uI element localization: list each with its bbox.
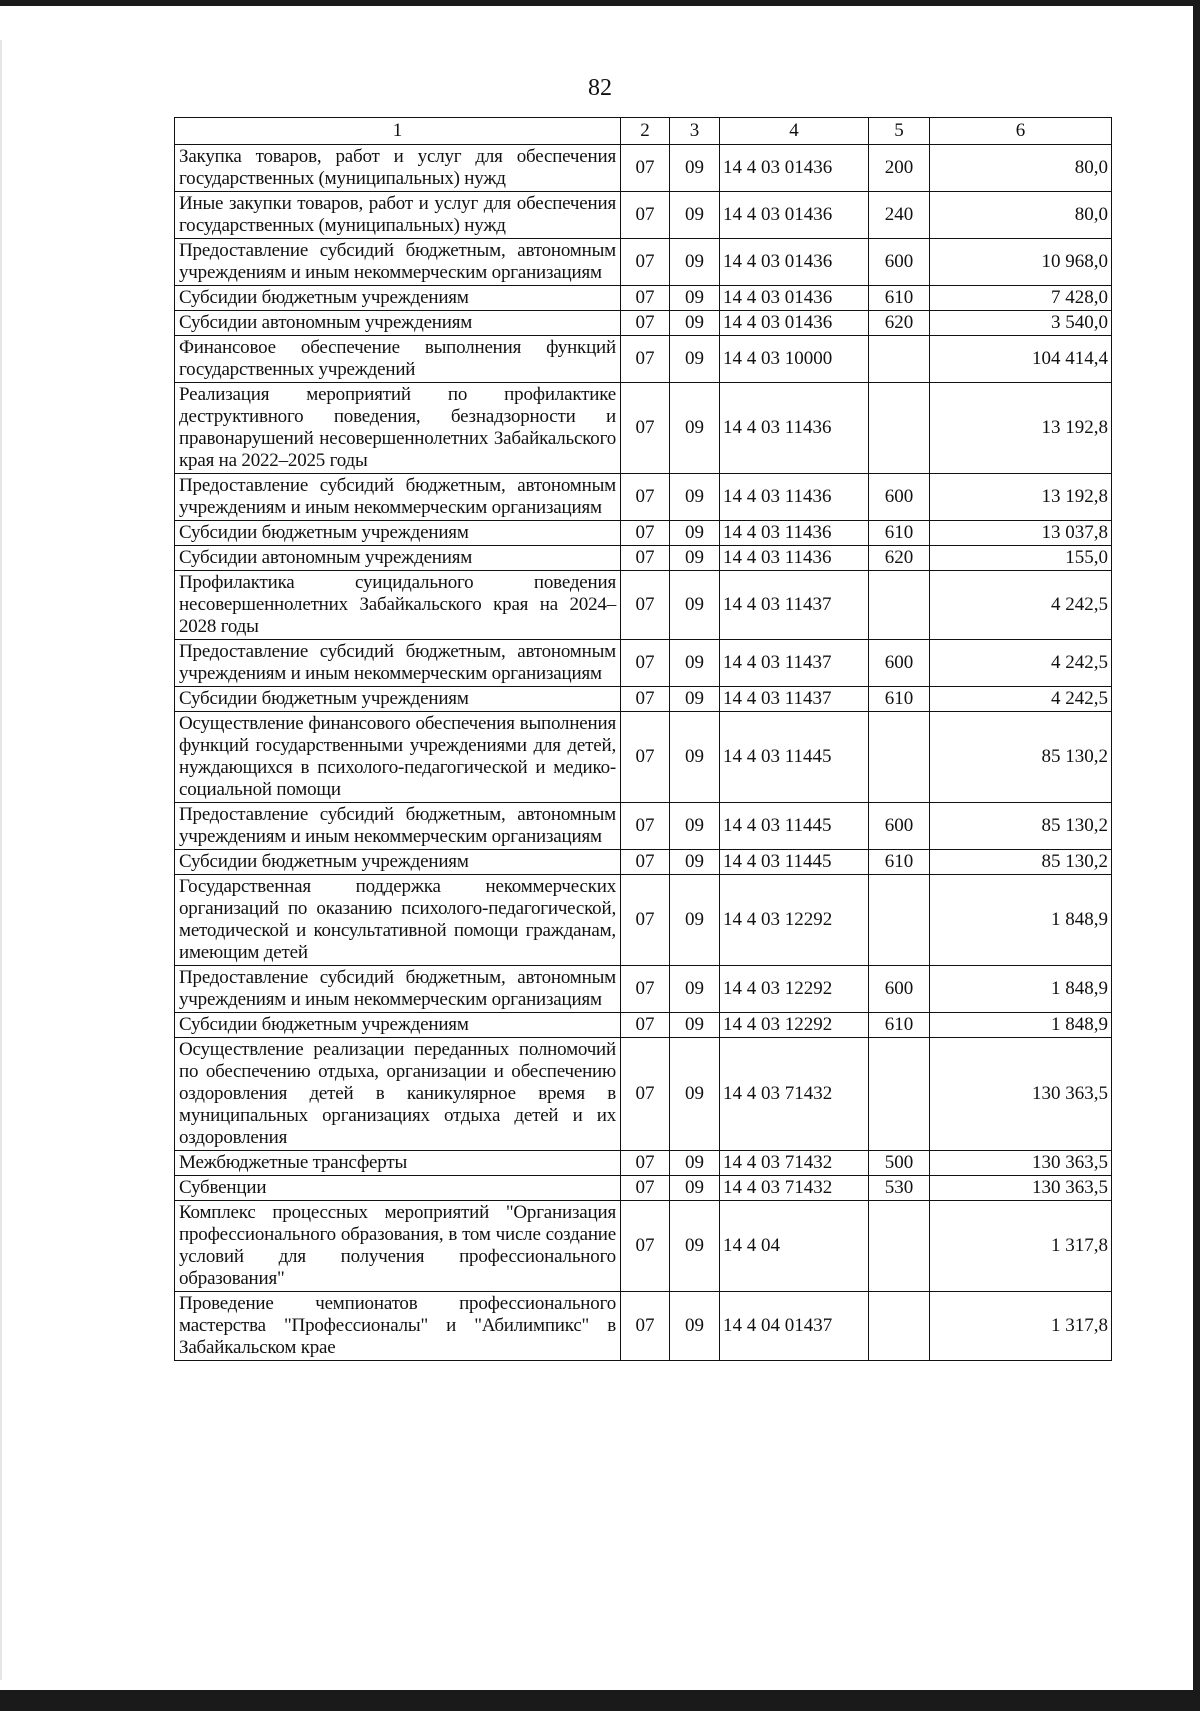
- row-target-code: 14 4 03 11445: [720, 803, 869, 850]
- row-name: Предоставление субсидий бюджетным, автономным учреждениям и иным некоммерческим организациям: [175, 474, 621, 521]
- row-subsection: 09: [670, 1292, 720, 1361]
- row-name: Осуществление реализации переданных полномочий по обеспечению отдыха, организации и обеспечению оздоровления детей в каникулярное время в муниципальных организациях отдыха детей и их оздоровления: [175, 1038, 621, 1151]
- row-expense-type: [869, 1201, 930, 1292]
- row-section: 07: [621, 311, 670, 336]
- row-name: Субсидии автономным учреждениям: [175, 311, 621, 336]
- row-section: 07: [621, 546, 670, 571]
- row-target-code: 14 4 03 11436: [720, 474, 869, 521]
- row-expense-type: 500: [869, 1151, 930, 1176]
- row-section: 07: [621, 687, 670, 712]
- row-amount: 1 317,8: [930, 1292, 1112, 1361]
- table-row: [175, 336, 1112, 383]
- scan-border-left: [0, 40, 2, 1680]
- scan-border-top: [0, 0, 1200, 6]
- row-subsection: 09: [670, 1151, 720, 1176]
- row-expense-type: 600: [869, 966, 930, 1013]
- table-row: [175, 1013, 1112, 1038]
- row-name: Субсидии бюджетным учреждениям: [175, 850, 621, 875]
- row-target-code: 14 4 03 71432: [720, 1038, 869, 1151]
- row-amount: 4 242,5: [930, 640, 1112, 687]
- row-subsection: 09: [670, 1038, 720, 1151]
- table-row: [175, 145, 1112, 192]
- row-section: 07: [621, 336, 670, 383]
- row-subsection: 09: [670, 336, 720, 383]
- row-section: 07: [621, 850, 670, 875]
- row-expense-type: 200: [869, 145, 930, 192]
- row-section: 07: [621, 521, 670, 546]
- table-row: [175, 966, 1112, 1013]
- row-section: 07: [621, 803, 670, 850]
- row-name: Субсидии бюджетным учреждениям: [175, 521, 621, 546]
- row-subsection: 09: [670, 640, 720, 687]
- row-name: Субсидии автономным учреждениям: [175, 546, 621, 571]
- row-name: Субвенции: [175, 1176, 621, 1201]
- row-target-code: 14 4 03 11445: [720, 850, 869, 875]
- row-expense-type: [869, 383, 930, 474]
- row-amount: 85 130,2: [930, 712, 1112, 803]
- row-amount: 4 242,5: [930, 571, 1112, 640]
- row-name: Реализация мероприятий по профилактике деструктивного поведения, безнадзорности и правонарушений несовершеннолетних Забайкальского края на 2022–2025 годы: [175, 383, 621, 474]
- row-subsection: 09: [670, 687, 720, 712]
- row-subsection: 09: [670, 546, 720, 571]
- row-target-code: 14 4 03 01436: [720, 286, 869, 311]
- row-section: 07: [621, 640, 670, 687]
- table-row: [175, 1038, 1112, 1151]
- row-name: Государственная поддержка некоммерческих организаций по оказанию психолого-педагогической, методической и консультативной помощи гражданам, имеющим детей: [175, 875, 621, 966]
- row-target-code: 14 4 03 11437: [720, 571, 869, 640]
- table-row: [175, 1151, 1112, 1176]
- row-target-code: 14 4 03 12292: [720, 966, 869, 1013]
- row-section: 07: [621, 966, 670, 1013]
- row-amount: 80,0: [930, 145, 1112, 192]
- row-name: Субсидии бюджетным учреждениям: [175, 286, 621, 311]
- row-name: Иные закупки товаров, работ и услуг для обеспечения государственных (муниципальных) нужд: [175, 192, 621, 239]
- row-section: 07: [621, 1013, 670, 1038]
- row-subsection: 09: [670, 286, 720, 311]
- row-name: Предоставление субсидий бюджетным, автономным учреждениям и иным некоммерческим организациям: [175, 239, 621, 286]
- row-amount: 13 192,8: [930, 474, 1112, 521]
- row-section: 07: [621, 1038, 670, 1151]
- table-row: [175, 640, 1112, 687]
- row-section: 07: [621, 1292, 670, 1361]
- row-name: Межбюджетные трансферты: [175, 1151, 621, 1176]
- row-amount: 155,0: [930, 546, 1112, 571]
- row-target-code: 14 4 03 11436: [720, 521, 869, 546]
- row-target-code: 14 4 04 01437: [720, 1292, 869, 1361]
- page-number: 82: [588, 75, 612, 101]
- row-amount: 130 363,5: [930, 1038, 1112, 1151]
- row-name: Проведение чемпионатов профессионального мастерства "Профессионалы" и "Абилимпикс" в Забайкальском крае: [175, 1292, 621, 1361]
- row-amount: 4 242,5: [930, 687, 1112, 712]
- row-section: 07: [621, 286, 670, 311]
- row-target-code: 14 4 03 01436: [720, 192, 869, 239]
- row-subsection: 09: [670, 571, 720, 640]
- row-subsection: 09: [670, 145, 720, 192]
- row-section: 07: [621, 383, 670, 474]
- table-header-row: [175, 118, 1112, 145]
- table-row: [175, 1201, 1112, 1292]
- row-subsection: 09: [670, 239, 720, 286]
- row-expense-type: 620: [869, 311, 930, 336]
- row-name: Предоставление субсидий бюджетным, автономным учреждениям и иным некоммерческим организациям: [175, 803, 621, 850]
- table-row: [175, 192, 1112, 239]
- row-name: Финансовое обеспечение выполнения функций государственных учреждений: [175, 336, 621, 383]
- table-row: [175, 383, 1112, 474]
- row-expense-type: 600: [869, 640, 930, 687]
- row-expense-type: 620: [869, 546, 930, 571]
- row-amount: 1 848,9: [930, 875, 1112, 966]
- row-subsection: 09: [670, 521, 720, 546]
- row-subsection: 09: [670, 1201, 720, 1292]
- row-expense-type: [869, 875, 930, 966]
- column-header-target-code: 4: [720, 118, 869, 145]
- row-subsection: 09: [670, 311, 720, 336]
- row-amount: 130 363,5: [930, 1176, 1112, 1201]
- row-subsection: 09: [670, 850, 720, 875]
- table-row: [175, 521, 1112, 546]
- row-subsection: 09: [670, 383, 720, 474]
- row-amount: 10 968,0: [930, 239, 1112, 286]
- row-amount: 80,0: [930, 192, 1112, 239]
- row-section: 07: [621, 239, 670, 286]
- budget-table: [174, 117, 1112, 1361]
- row-target-code: 14 4 03 11437: [720, 687, 869, 712]
- table-row: [175, 311, 1112, 336]
- row-name: Субсидии бюджетным учреждениям: [175, 1013, 621, 1038]
- row-amount: 1 848,9: [930, 966, 1112, 1013]
- row-expense-type: 600: [869, 803, 930, 850]
- row-section: 07: [621, 145, 670, 192]
- row-name: Комплекс процессных мероприятий "Организация профессионального образования, в том числе создание условий для получения профессионального образования": [175, 1201, 621, 1292]
- scan-border-right: [1193, 0, 1200, 1690]
- row-amount: 13 037,8: [930, 521, 1112, 546]
- row-target-code: 14 4 03 10000: [720, 336, 869, 383]
- row-target-code: 14 4 03 71432: [720, 1176, 869, 1201]
- row-subsection: 09: [670, 1013, 720, 1038]
- table-row: [175, 1176, 1112, 1201]
- row-expense-type: [869, 336, 930, 383]
- table-row: [175, 546, 1112, 571]
- row-target-code: 14 4 03 71432: [720, 1151, 869, 1176]
- row-subsection: 09: [670, 1176, 720, 1201]
- row-amount: 1 317,8: [930, 1201, 1112, 1292]
- column-header-expense-type: 5: [869, 118, 930, 145]
- row-subsection: 09: [670, 803, 720, 850]
- column-header-name: 1: [175, 118, 621, 145]
- column-header-section: 2: [621, 118, 670, 145]
- row-amount: 85 130,2: [930, 803, 1112, 850]
- row-name: Профилактика суицидального поведения несовершеннолетних Забайкальского края на 2024–2028 годы: [175, 571, 621, 640]
- row-expense-type: 610: [869, 286, 930, 311]
- row-amount: 7 428,0: [930, 286, 1112, 311]
- budget-table-body: [175, 118, 1112, 1361]
- table-row: [175, 286, 1112, 311]
- row-expense-type: 610: [869, 1013, 930, 1038]
- table-row: [175, 850, 1112, 875]
- row-subsection: 09: [670, 712, 720, 803]
- table-row: [175, 687, 1112, 712]
- row-expense-type: 240: [869, 192, 930, 239]
- row-name: Закупка товаров, работ и услуг для обеспечения государственных (муниципальных) нужд: [175, 145, 621, 192]
- row-expense-type: 610: [869, 687, 930, 712]
- row-section: 07: [621, 1176, 670, 1201]
- row-target-code: 14 4 03 11445: [720, 712, 869, 803]
- row-section: 07: [621, 571, 670, 640]
- row-amount: 1 848,9: [930, 1013, 1112, 1038]
- row-expense-type: 610: [869, 850, 930, 875]
- row-expense-type: [869, 571, 930, 640]
- row-section: 07: [621, 875, 670, 966]
- row-target-code: 14 4 03 12292: [720, 1013, 869, 1038]
- scan-border-bottom: [0, 1690, 1200, 1711]
- row-expense-type: [869, 1038, 930, 1151]
- row-target-code: 14 4 03 01436: [720, 145, 869, 192]
- column-header-subsection: 3: [670, 118, 720, 145]
- row-subsection: 09: [670, 192, 720, 239]
- row-target-code: 14 4 03 01436: [720, 239, 869, 286]
- table-row: [175, 474, 1112, 521]
- row-expense-type: 530: [869, 1176, 930, 1201]
- row-target-code: 14 4 03 01436: [720, 311, 869, 336]
- table-row: [175, 1292, 1112, 1361]
- row-name: Субсидии бюджетным учреждениям: [175, 687, 621, 712]
- row-target-code: 14 4 03 11436: [720, 546, 869, 571]
- row-name: Предоставление субсидий бюджетным, автономным учреждениям и иным некоммерческим организациям: [175, 640, 621, 687]
- table-row: [175, 712, 1112, 803]
- table-row: [175, 875, 1112, 966]
- row-expense-type: 610: [869, 521, 930, 546]
- row-target-code: 14 4 03 12292: [720, 875, 869, 966]
- row-expense-type: 600: [869, 474, 930, 521]
- row-target-code: 14 4 04: [720, 1201, 869, 1292]
- row-subsection: 09: [670, 474, 720, 521]
- row-name: Предоставление субсидий бюджетным, автономным учреждениям и иным некоммерческим организациям: [175, 966, 621, 1013]
- row-section: 07: [621, 192, 670, 239]
- row-amount: 130 363,5: [930, 1151, 1112, 1176]
- row-expense-type: 600: [869, 239, 930, 286]
- row-target-code: 14 4 03 11437: [720, 640, 869, 687]
- table-row: [175, 803, 1112, 850]
- table-row: [175, 239, 1112, 286]
- row-section: 07: [621, 1151, 670, 1176]
- row-subsection: 09: [670, 875, 720, 966]
- row-amount: 3 540,0: [930, 311, 1112, 336]
- row-section: 07: [621, 474, 670, 521]
- table-row: [175, 571, 1112, 640]
- row-name: Осуществление финансового обеспечения выполнения функций государственными учреждениями для детей, нуждающихся в психолого-педагогической и медико-социальной помощи: [175, 712, 621, 803]
- column-header-amount: 6: [930, 118, 1112, 145]
- row-amount: 104 414,4: [930, 336, 1112, 383]
- row-section: 07: [621, 712, 670, 803]
- row-amount: 85 130,2: [930, 850, 1112, 875]
- row-subsection: 09: [670, 966, 720, 1013]
- row-amount: 13 192,8: [930, 383, 1112, 474]
- row-section: 07: [621, 1201, 670, 1292]
- row-expense-type: [869, 712, 930, 803]
- row-expense-type: [869, 1292, 930, 1361]
- row-target-code: 14 4 03 11436: [720, 383, 869, 474]
